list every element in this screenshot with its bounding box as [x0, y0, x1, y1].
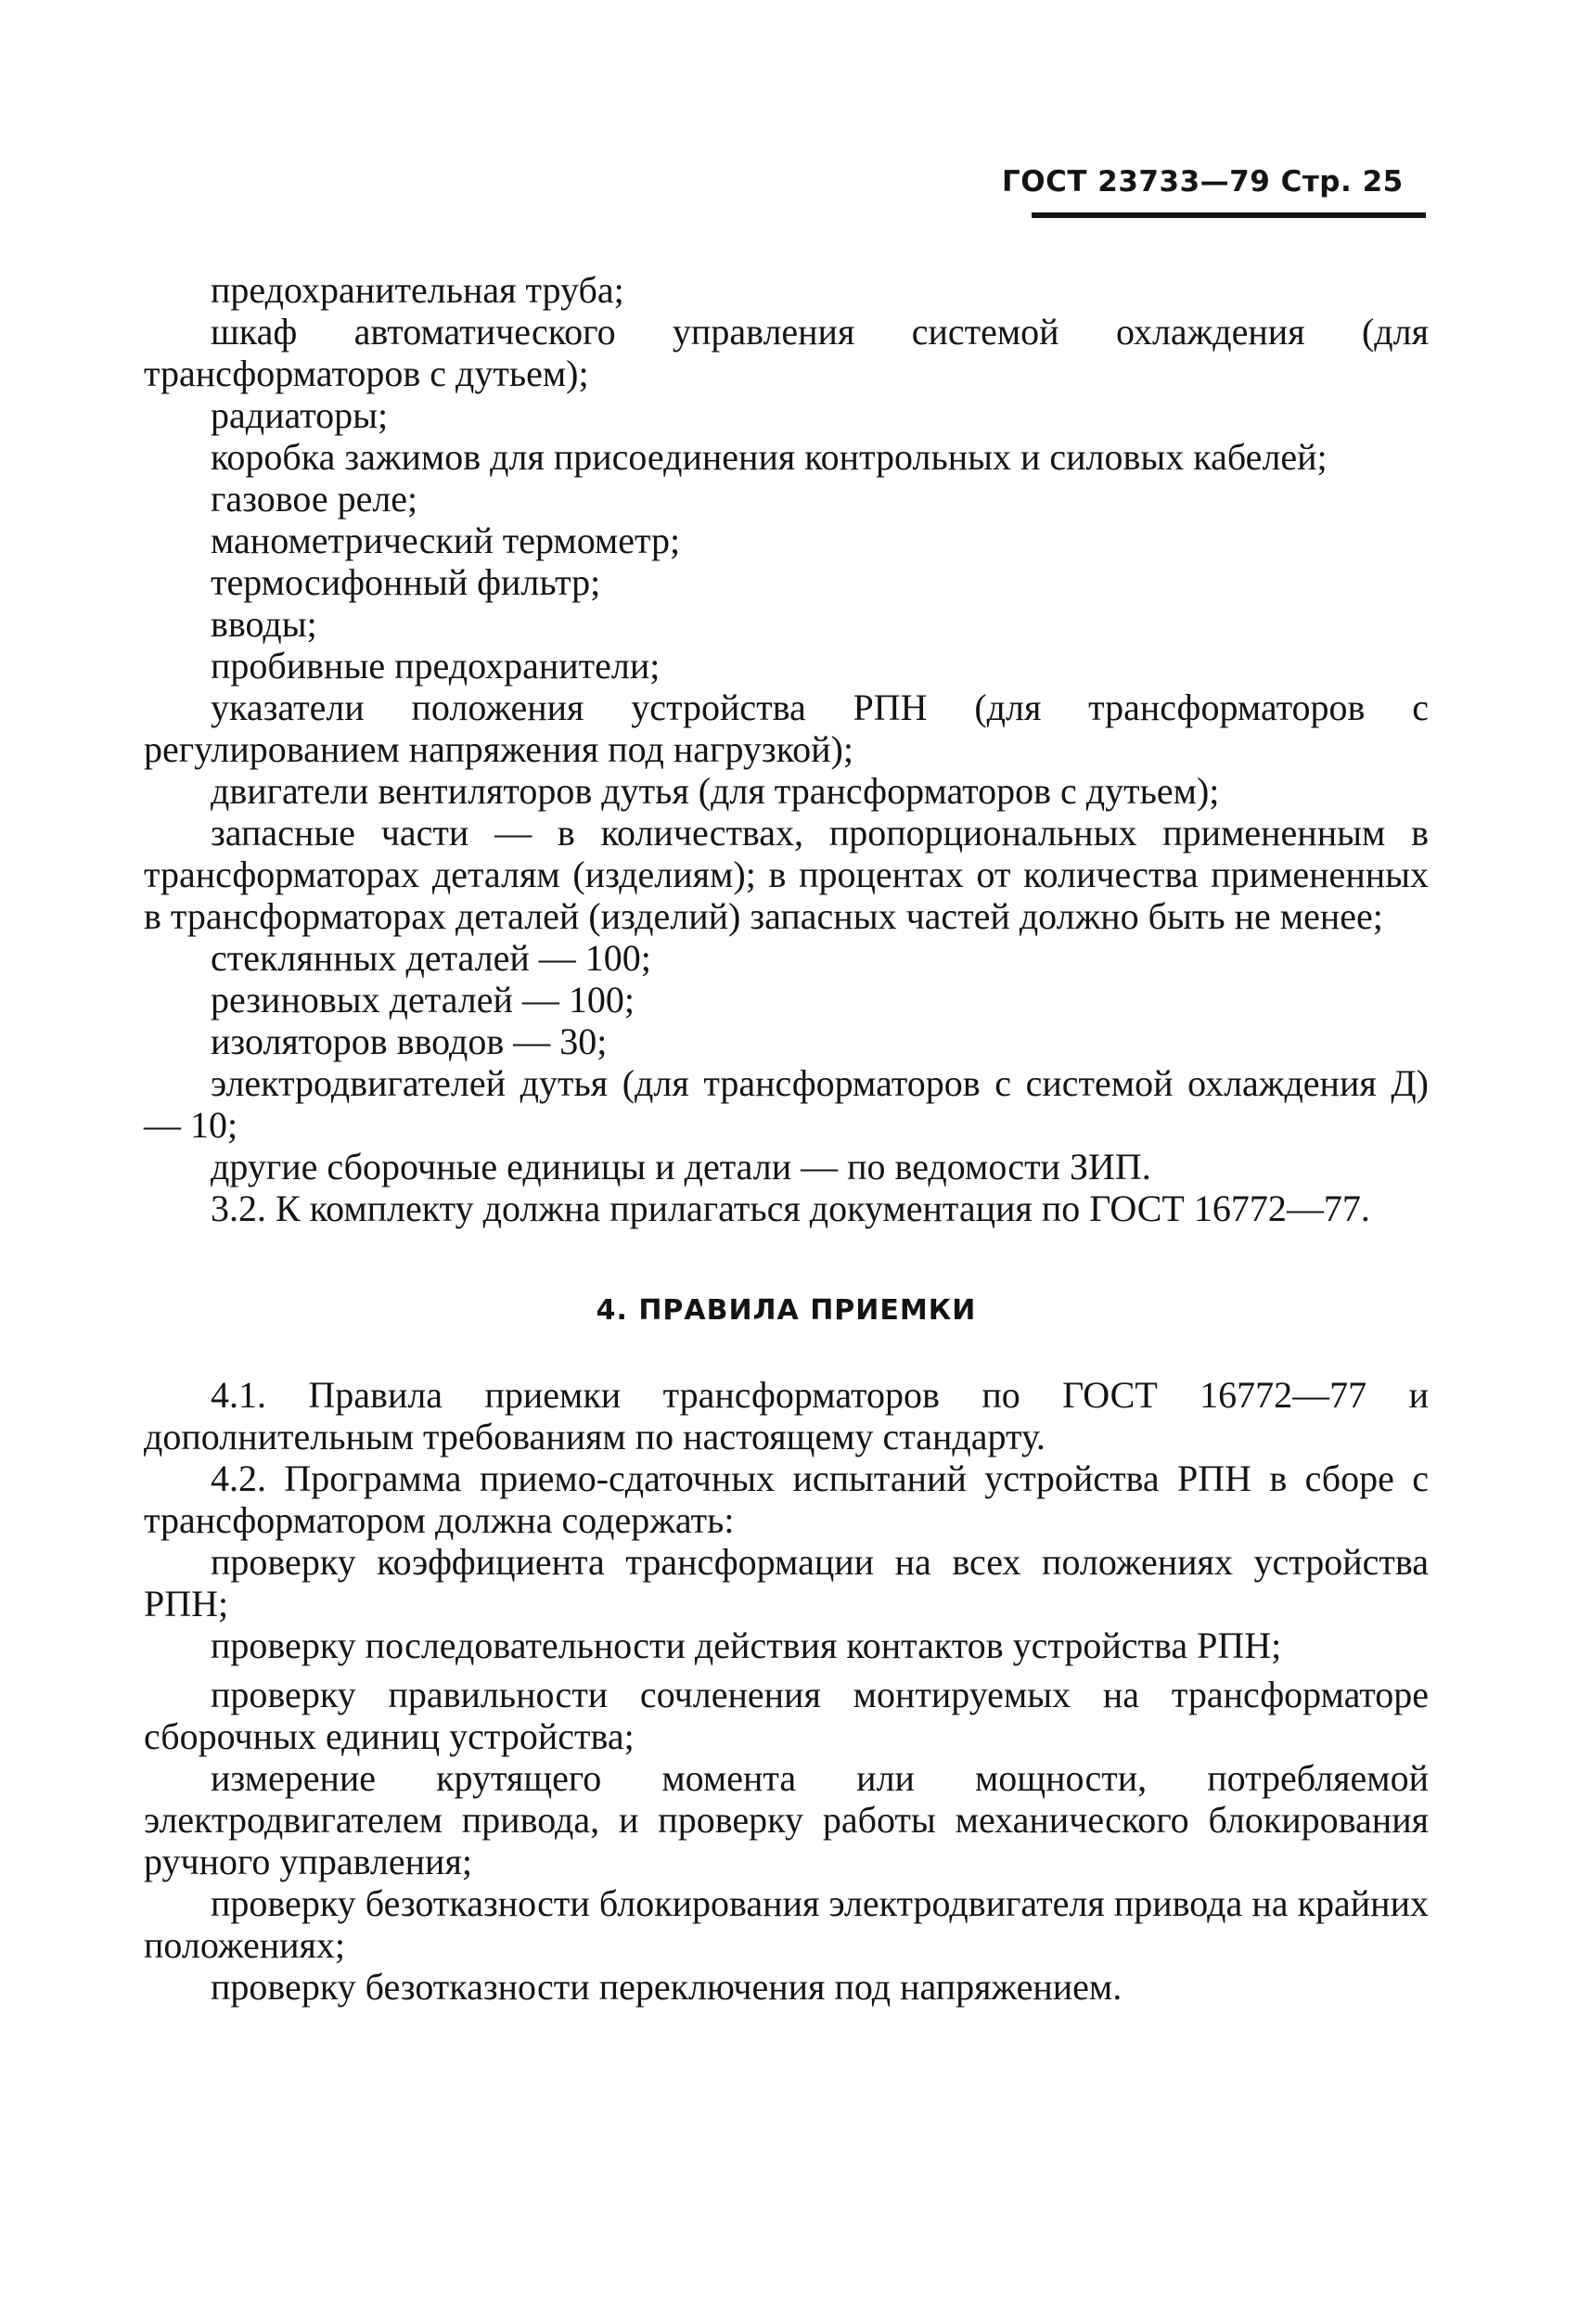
clause-4-1: 4.1. Правила приемки трансформаторов по ГОСТ 16772—77 и дополнительным требованиям по настоящему стандарту. — [144, 1374, 1429, 1457]
list-item: термосифонный фильтр; — [211, 561, 601, 603]
header-rule — [1032, 212, 1426, 218]
clause-3-2: 3.2. К комплекту должна прилагаться документация по ГОСТ 16772—77. — [211, 1188, 1370, 1229]
document-body — [144, 269, 1429, 2008]
list-item: двигатели вентиляторов дутья (для трансформаторов с дутьем); — [211, 770, 1220, 812]
list-item: газовое реле; — [211, 478, 418, 520]
standard-number: ГОСТ 23733—79 — [1002, 165, 1271, 199]
list-item: коробка зажимов для присоединения контрольных и силовых кабелей; — [211, 436, 1328, 478]
clause-4-2: 4.2. Программа приемо-сдаточных испытаний устройства РПН в сборе с трансформатором должна содержать: — [144, 1457, 1429, 1541]
list-item: проверку последовательности действия контактов устройства РПН; — [211, 1624, 1282, 1666]
list-item: вводы; — [211, 603, 317, 645]
list-item: резиновых деталей — 100; — [211, 979, 635, 1021]
list-item: предохранительная труба; — [211, 269, 624, 311]
list-item: изоляторов вводов — 30; — [211, 1021, 608, 1062]
list-item: стеклянных деталей — 100; — [211, 937, 651, 979]
page-header — [1002, 165, 1429, 199]
list-item: проверку безотказности переключения под напряжением. — [211, 1966, 1123, 2008]
section-heading: 4. ПРАВИЛА ПРИЕМКИ — [596, 1294, 977, 1327]
list-item: другие сборочные единицы и детали — по ведомости ЗИП. — [211, 1146, 1151, 1188]
list-item: проверку коэффициента трансформации на всех положениях устройства РПН; — [144, 1541, 1429, 1624]
page-number: Стр. 25 — [1280, 165, 1404, 199]
list-item: пробивные предохранители; — [211, 645, 661, 687]
list-item: радиаторы; — [211, 394, 389, 436]
list-item: проверку правильности сочленения монтируемых на трансформаторе сборочных единиц устройства; — [144, 1674, 1429, 1757]
list-item: запасные части — в количествах, пропорциональных примененным в трансформаторах деталям (изделиям); в процентах от количества примененных в трансформаторах деталей (изделий) запасных частей должно быть не менее; — [144, 812, 1429, 937]
list-item: указатели положения устройства РПН (для трансформаторов с регулированием напряжения под нагрузкой); — [144, 687, 1429, 770]
list-item: измерение крутящего момента или мощности, потребляемой электродвигателем привода, и проверку работы механического блокирования ручного управления; — [144, 1757, 1429, 1882]
list-item: шкаф автоматического управления системой охлаждения (для трансформаторов с дутьем); — [144, 311, 1429, 394]
list-item: проверку безотказности блокирования электродвигателя привода на крайних положениях; — [144, 1882, 1429, 1966]
list-item: электродвигателей дутья (для трансформаторов с системой охлаждения Д) — 10; — [144, 1062, 1429, 1146]
spacer — [144, 1666, 1429, 1674]
list-item: манометрический термометр; — [211, 520, 681, 561]
